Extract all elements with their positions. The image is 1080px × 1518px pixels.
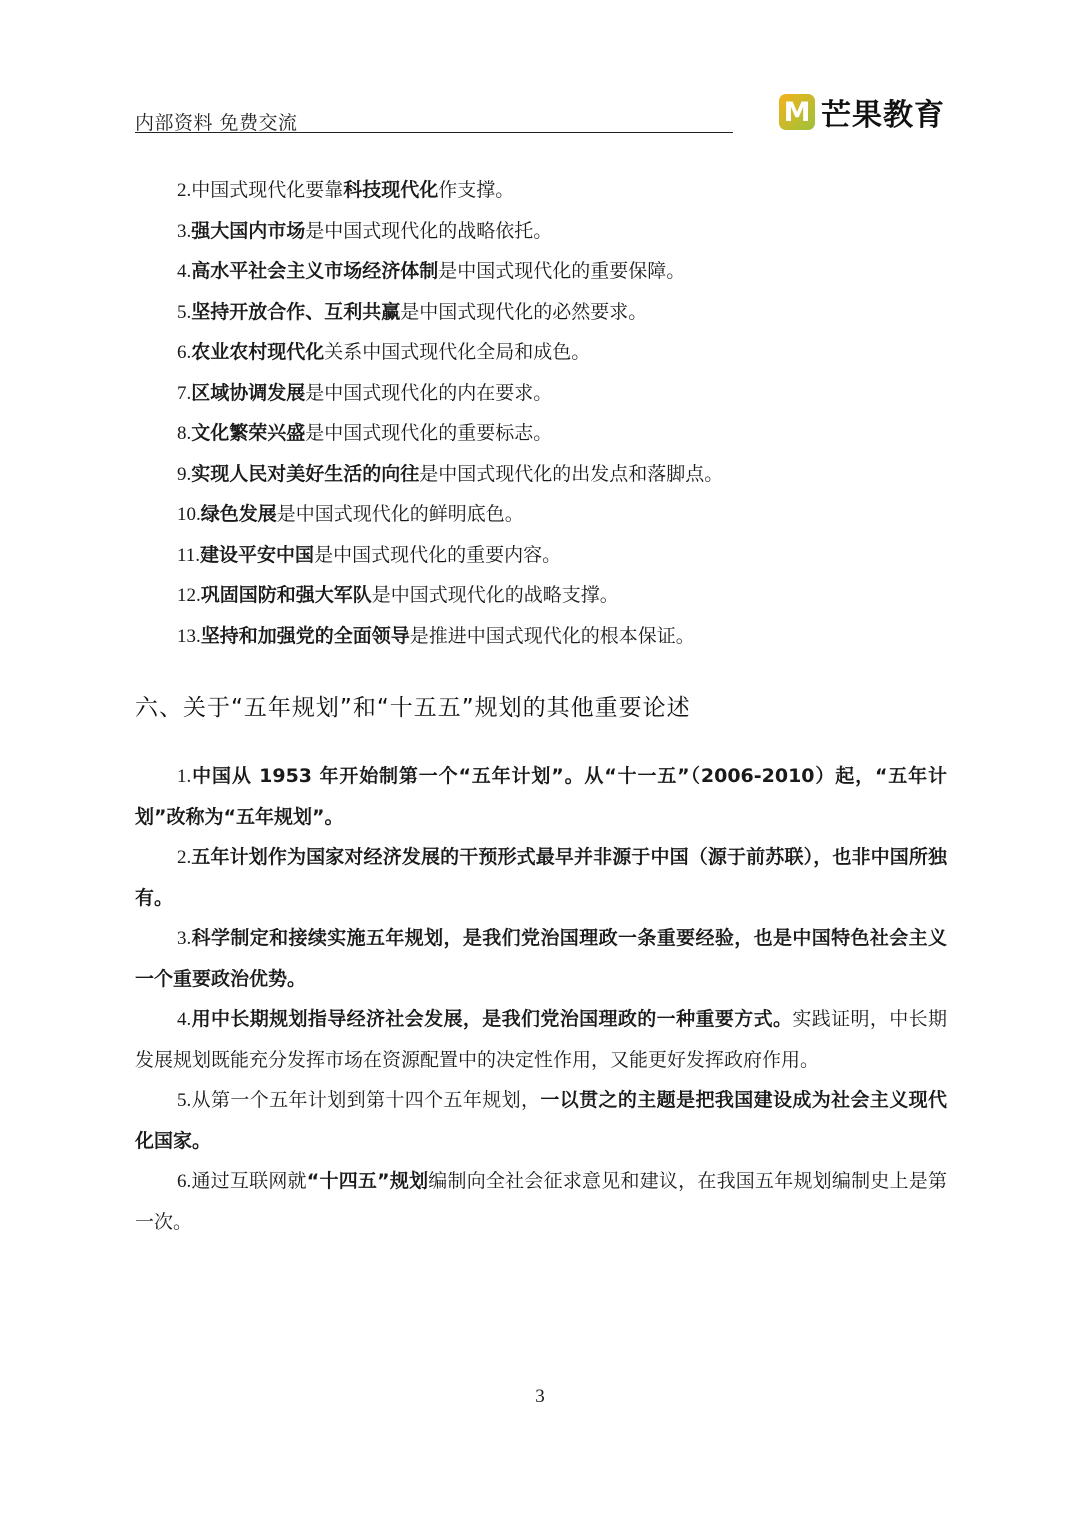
modernization-list: [177, 175, 947, 661]
list-item: 9.实现人民对美好生活的向往是中国式现代化的出发点和落脚点。: [177, 462, 724, 485]
list-item: 6.通过互联网就“十四五”规划编制向全社会征求意见和建议，在我国五年规划编制史上是第一次。: [135, 1170, 947, 1233]
list-item: 4.高水平社会主义市场经济体制是中国式现代化的重要保障。: [177, 260, 686, 282]
list-item: 5.从第一个五年计划到第十四个五年规划，一以贯之的主题是把我国建设成为社会主义现代化国家。: [135, 1089, 947, 1152]
list-item: 3.科学制定和接续实施五年规划，是我们党治国理政一条重要经验，也是中国特色社会主义一个重要政治优势。: [135, 927, 947, 990]
logo-text: 芒果教育: [821, 98, 945, 133]
page-header: [135, 92, 945, 142]
list-item: 3.强大国内市场是中国式现代化的战略依托。: [177, 219, 553, 242]
section-heading: 六、关于“五年规划”和“十五五”规划的其他重要论述: [135, 695, 691, 721]
page-number: 3: [535, 1386, 545, 1407]
list-item: 7.区域协调发展是中国式现代化的内在要求。: [177, 381, 553, 404]
list-item: 2.中国式现代化要靠科技现代化作支撑。: [177, 179, 515, 201]
logo-m-icon: M: [779, 94, 815, 130]
list-item: 6.农业农村现代化关系中国式现代化全局和成色。: [177, 341, 591, 363]
list-item: 13.坚持和加强党的全面领导是推进中国式现代化的根本保证。: [177, 624, 695, 647]
list-item: 12.巩固国防和强大军队是中国式现代化的战略支撑。: [177, 584, 619, 606]
list-item: 11.建设平安中国是中国式现代化的重要内容。: [177, 543, 562, 566]
list-item: 2.五年计划作为国家对经济发展的干预形式最早并非源于中国（源于前苏联），也非中国所独有。: [135, 846, 947, 909]
header-rule: [135, 132, 733, 133]
five-year-plan-list: [135, 756, 947, 1242]
brand-logo: [779, 92, 945, 132]
list-item: 5.坚持开放合作、互利共赢是中国式现代化的必然要求。: [177, 300, 648, 323]
header-caption: 内部资料 免费交流: [135, 112, 298, 134]
list-item: 4.用中长期规划指导经济社会发展，是我们党治国理政的一种重要方式。实践证明，中长期发展规划既能充分发挥市场在资源配置中的决定性作用，又能更好发挥政府作用。: [135, 1008, 947, 1071]
list-item: 10.绿色发展是中国式现代化的鲜明底色。: [177, 503, 524, 525]
list-item: 1.中国从 1953 年开始制第一个“五年计划”。从“十一五”（2006-2010）起，“五年计划”改称为“五年规划”。: [135, 765, 947, 828]
list-item: 8.文化繁荣兴盛是中国式现代化的重要标志。: [177, 422, 553, 444]
